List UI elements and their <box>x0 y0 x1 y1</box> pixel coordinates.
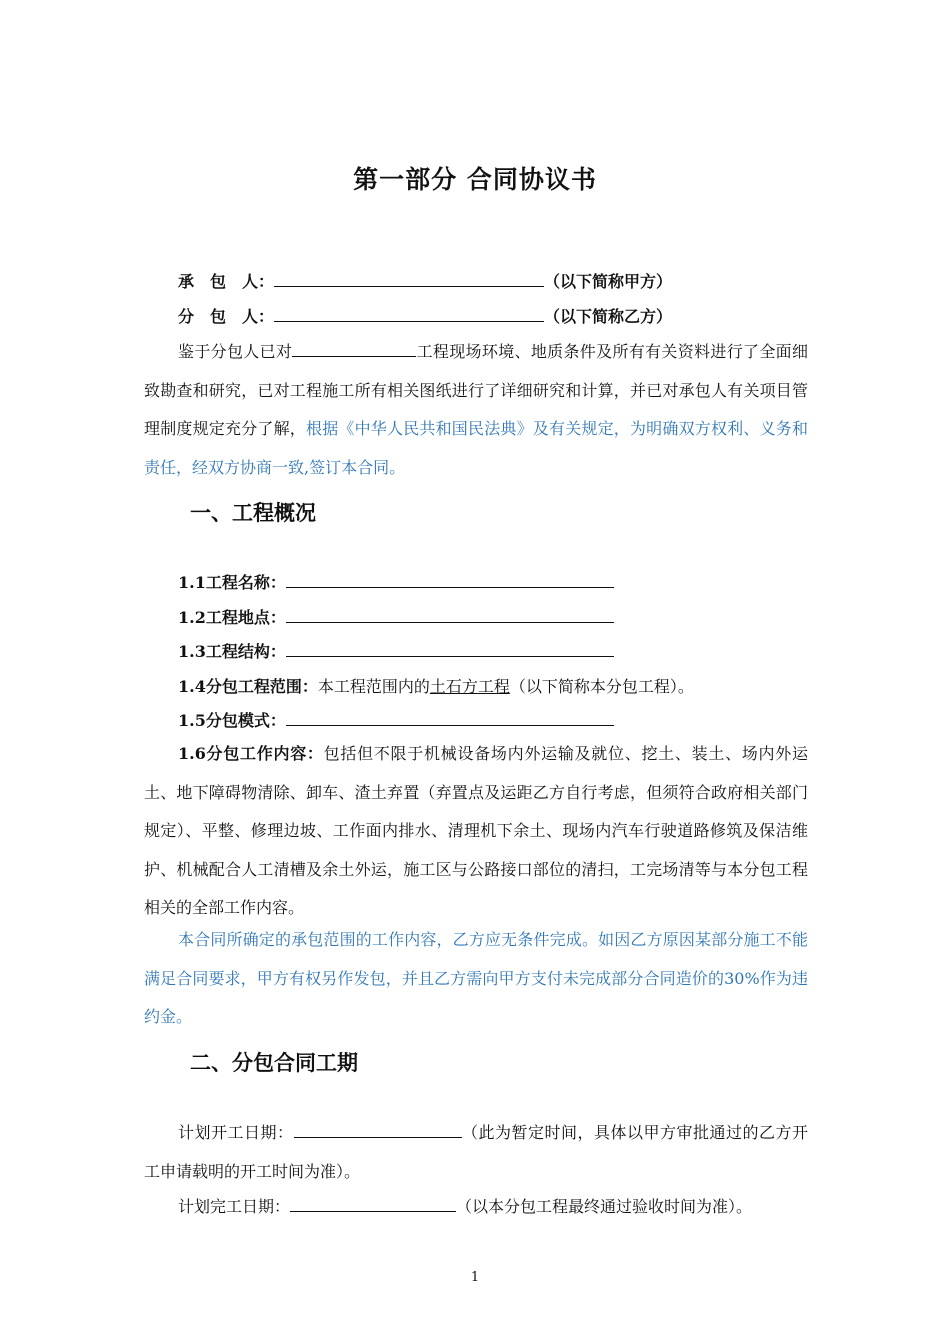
item-1-5-line <box>178 711 614 731</box>
page-number: 1 <box>470 1270 480 1285</box>
item-1-4-pre: 本工程范围内的 <box>317 677 430 696</box>
item-1-2-label: 1.2工程地点： <box>178 608 286 627</box>
item-1-6-label: 1.6分包工作内容： <box>178 744 324 763</box>
item-1-1-label: 1.1工程名称： <box>178 573 286 592</box>
item-1-5-label: 1.5分包模式： <box>178 711 286 730</box>
item-1-4-post: （以下简称本分包工程）。 <box>509 677 694 696</box>
end-date-label: 计划完工日期： <box>178 1197 291 1216</box>
project-name-blank[interactable] <box>286 573 614 588</box>
item-1-2-line <box>178 608 614 628</box>
party-b-label: 分 包 人： <box>178 307 275 326</box>
section-1-heading: 一、工程概况 <box>190 500 316 525</box>
item-1-3-line <box>178 642 614 662</box>
item-1-1-line <box>178 573 614 593</box>
party-b-blank[interactable] <box>274 307 544 322</box>
section-2-heading: 二、分包合同工期 <box>190 1050 358 1075</box>
start-date-paragraph <box>144 1114 808 1191</box>
party-b-suffix: （以下简称乙方） <box>544 307 673 326</box>
end-date-paragraph <box>144 1188 808 1227</box>
intro-prefix: 鉴于分包人已对 <box>178 342 293 361</box>
start-date-label: 计划开工日期： <box>178 1123 294 1142</box>
item-1-4-line <box>178 677 694 697</box>
subcontract-mode-blank[interactable] <box>286 711 614 726</box>
intro-project-blank[interactable] <box>292 342 416 357</box>
intro-text: 工程现场环境、地质条件及所有有关资料进行了全面细致勘查和研究，已对工程施工所有相关图纸进行了详细研究和计算，并已对承包人有关项目管理制度规定充分了解， <box>144 342 808 438</box>
project-structure-blank[interactable] <box>286 642 614 657</box>
item-1-6-text: 包括但不限于机械设备场内外运输及就位、挖土、装土、场内外运土、地下障碍物清除、卸车、渣土弃置（弃置点及运距乙方自行考虑，但须符合政府相关部门规定）、平整、修理边坡、工作面内排水、清理机下余土、现场内汽车行驶道路修筑及保洁维护、机械配合人工清槽及余土外运，施工区与公路接口部位的清扫，工完场清等与本分包工程相关的全部工作内容。 <box>144 744 808 917</box>
party-a-line <box>178 272 672 292</box>
item-1-3-label: 1.3工程结构： <box>178 642 286 661</box>
scope-note-paragraph: 本合同所确定的承包范围的工作内容，乙方应无条件完成。如因乙方原因某部分施工不能满足合同要求，甲方有权另作发包，并且乙方需向甲方支付未完成部分合同造价的30%作为违约金。 <box>144 930 808 1026</box>
item-1-4-label: 1.4分包工程范围： <box>178 677 318 696</box>
party-a-blank[interactable] <box>274 272 544 287</box>
party-b-line <box>178 307 672 327</box>
party-a-label: 承 包 人： <box>178 272 275 291</box>
intro-paragraph <box>144 333 808 487</box>
start-date-note: （此为暂定时间，具体以甲方审批通过的乙方开工申请载明的开工时间为准）。 <box>144 1123 808 1181</box>
intro-legal-basis: 根据《中华人民共和国民法典》及有关规定，为明确双方权利、义务和责任，经双方协商一致,签订本合同。 <box>144 419 808 477</box>
end-date-blank[interactable] <box>290 1197 456 1212</box>
end-date-note: （以本分包工程最终通过验收时间为准）。 <box>456 1197 753 1216</box>
item-1-6-paragraph <box>144 735 808 928</box>
item-1-4-scope: 土石方工程 <box>429 677 510 696</box>
document-title: 第一部分 合同协议书 <box>353 165 597 194</box>
start-date-blank[interactable] <box>294 1123 462 1138</box>
project-location-blank[interactable] <box>286 608 614 623</box>
party-a-suffix: （以下简称甲方） <box>544 272 673 291</box>
